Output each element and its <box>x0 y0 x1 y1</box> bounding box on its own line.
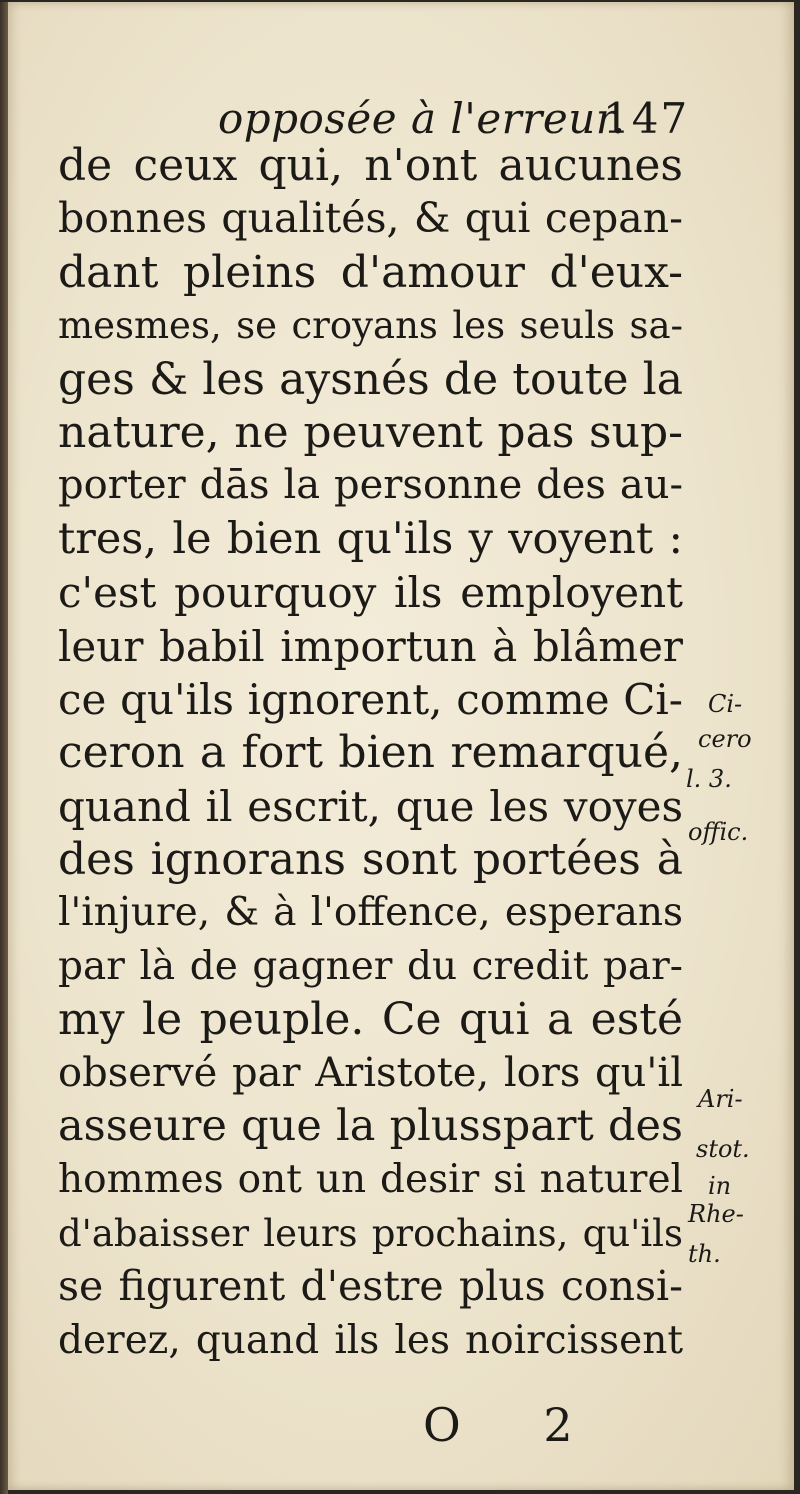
text-line: observé par Aristote, lors qu'il <box>58 1049 683 1096</box>
text-line: tres, le bien qu'ils y voyent : <box>58 513 683 564</box>
margin-note: Ari- <box>698 1085 743 1113</box>
body-text <box>58 139 683 1367</box>
book-page <box>8 2 794 1490</box>
margin-note: th. <box>688 1240 721 1268</box>
text-line: nature, ne peuvent pas sup- <box>58 406 683 458</box>
text-line: l'injure, & à l'offence, esperans <box>58 890 683 936</box>
text-line: se figurent d'estre plus consi- <box>58 1262 683 1311</box>
text-line: hommes ont un desir si naturel <box>58 1157 683 1203</box>
text-line: par là de gagner du credit par- <box>58 943 683 989</box>
margin-note: l. 3. <box>686 765 732 793</box>
text-line: des ignorans sont portées à <box>58 834 683 886</box>
page-gutter-edge <box>0 2 8 1494</box>
margin-note: Rhe- <box>688 1200 744 1228</box>
text-line: dant pleins d'amour d'eux- <box>58 246 683 298</box>
text-line: derez, quand ils les noircissent <box>58 1317 683 1363</box>
signature-mark: O 2 <box>423 1398 607 1452</box>
margin-note: Ci- <box>708 690 743 718</box>
margin-note: stot. <box>696 1135 750 1163</box>
page-number: 147 <box>603 94 690 143</box>
text-line: ges & les aysnés de toute la <box>58 353 683 405</box>
margin-note: cero <box>698 725 752 753</box>
margin-note: offic. <box>688 818 749 846</box>
text-line: ce qu'ils ignorent, comme Ci- <box>58 674 683 724</box>
text-line: d'abaisser leurs prochains, qu'ils <box>58 1211 683 1255</box>
text-line: porter dās la personne des au- <box>58 462 683 509</box>
text-line: bonnes qualités, & qui cepan- <box>58 194 683 243</box>
text-line: leur babil importun à blâmer <box>58 621 683 671</box>
text-line: my le peuple. Ce qui a esté <box>58 994 683 1046</box>
text-line: ceron a fort bien remarqué, <box>58 727 683 779</box>
running-head: opposée à l'erreur. <box>218 94 626 143</box>
margin-note: in <box>708 1172 732 1200</box>
text-line: c'est pourquoy ils employent <box>58 568 683 618</box>
text-line: quand il escrit, que les voyes <box>58 781 683 831</box>
text-line: asseure que la plusspart des <box>58 1101 683 1152</box>
text-line: mesmes, se croyans les seuls sa- <box>58 304 683 348</box>
text-line: de ceux qui, n'ont aucunes <box>58 140 683 191</box>
